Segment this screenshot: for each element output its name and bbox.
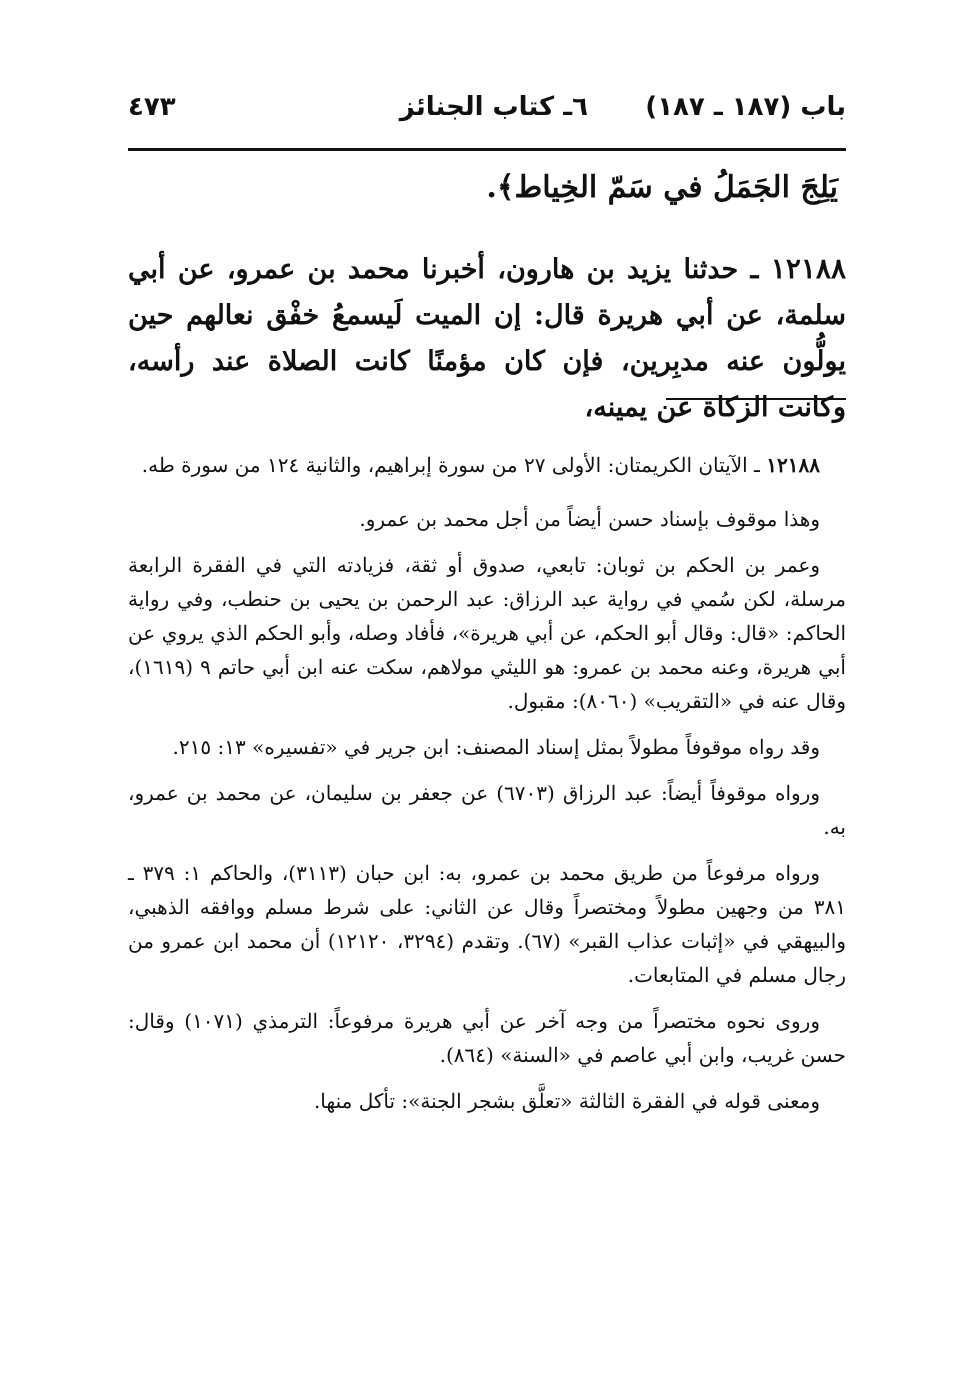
footnote-divider: [666, 398, 846, 400]
hadith-body: ـ حدثنا يزيد بن هارون، أخبرنا محمد بن عمرو، عن أبي سلمة، عن أبي هريرة قال: إن الميت لَيسمعُ خفْق نعالهم حين يولُّون عنه مدبِرين، فإن كان مؤمنًا كانت الصلاة عند رأسه، وكانت الزكاة عن يمينه،: [128, 254, 846, 423]
book-title: ٦ـ كتاب الجنائز: [399, 92, 588, 122]
note-paragraph: وقد رواه موقوفاً مطولاً بمثل إسناد المصنف: ابن جرير في «تفسيره» ١٣: ٢١٥.: [172, 735, 820, 759]
footnotes: [128, 448, 846, 1130]
note-paragraph: ورواه مرفوعاً من طريق محمد بن عمرو، به: ابن حبان (٣١١٣)، والحاكم ١: ٣٧٩ ـ ٣٨١ من وجهين مطولاً ومختصراً وقال عن الثاني: على شرط مسلم ووافقه الذهبي، والبيهقي في «إثبات عذاب القبر» (٦٧). وتقدم (٣٢٩٤، ١٢١٢٠) أن محمد ابن عمرو من رجال مسلم في المتابعات.: [128, 861, 847, 987]
footnote-number: ١٢١٨٨: [766, 453, 820, 477]
footnote-text: ـ الآيتان الكريمتان: الأولى ٢٧ من سورة إبراهيم، والثانية ١٢٤ من سورة طه.: [141, 453, 760, 477]
note-paragraph: وعمر بن الحكم بن ثوبان: تابعي، صدوق أو ثقة، فزيادته التي في الفقرة الرابعة مرسلة، لكن سُمي في رواية عبد الرزاق: عبد الرحمن بن يحيى بن حنطب، وفي رواية الحاكم: «قال: وقال أبو الحكم، عن أبي هريرة»، فأفاد وصله، وأبو الحكم الذي يروي عن أبي هريرة، وعنه محمد بن عمرو: هو الليثي مولاهم، سكت عنه ابن أبي حاتم ٩ (١٦١٩)، وقال عنه في «التقريب» (٨٠٦٠): مقبول.: [128, 553, 846, 713]
page-number: ٤٧٣: [128, 92, 176, 122]
header-divider: [128, 148, 846, 151]
note-paragraph: وروى نحوه مختصراً من وجه آخر عن أبي هريرة مرفوعاً: الترمذي (١٠٧١) وقال: حسن غريب، وابن أبي عاصم في «السنة» (٨٦٤).: [128, 1009, 846, 1067]
note-paragraph: ورواه موقوفاً أيضاً: عبد الرزاق (٦٧٠٣) عن جعفر بن سليمان، عن محمد بن عمرو، به.: [128, 781, 846, 839]
hadith-number: ١٢١٨٨: [770, 252, 846, 285]
note-paragraph: ومعنى قوله في الفقرة الثالثة «تعلَّق بشجر الجنة»: تأكل منها.: [313, 1089, 820, 1113]
chapter-title: باب (١٨٧ ـ ١٨٧): [645, 92, 846, 122]
book-page: [128, 88, 847, 1113]
footnote-paragraph: [128, 448, 846, 482]
note-paragraph: وهذا موقوف بإسناد حسن أيضاً من أجل محمد بن عمرو.: [359, 507, 820, 531]
quran-verse-ending: يَلِجَ الجَمَلُ في سَمّ الخِياط﴾.: [486, 170, 838, 205]
hadith-text: [128, 246, 846, 431]
page-header: [128, 88, 846, 138]
